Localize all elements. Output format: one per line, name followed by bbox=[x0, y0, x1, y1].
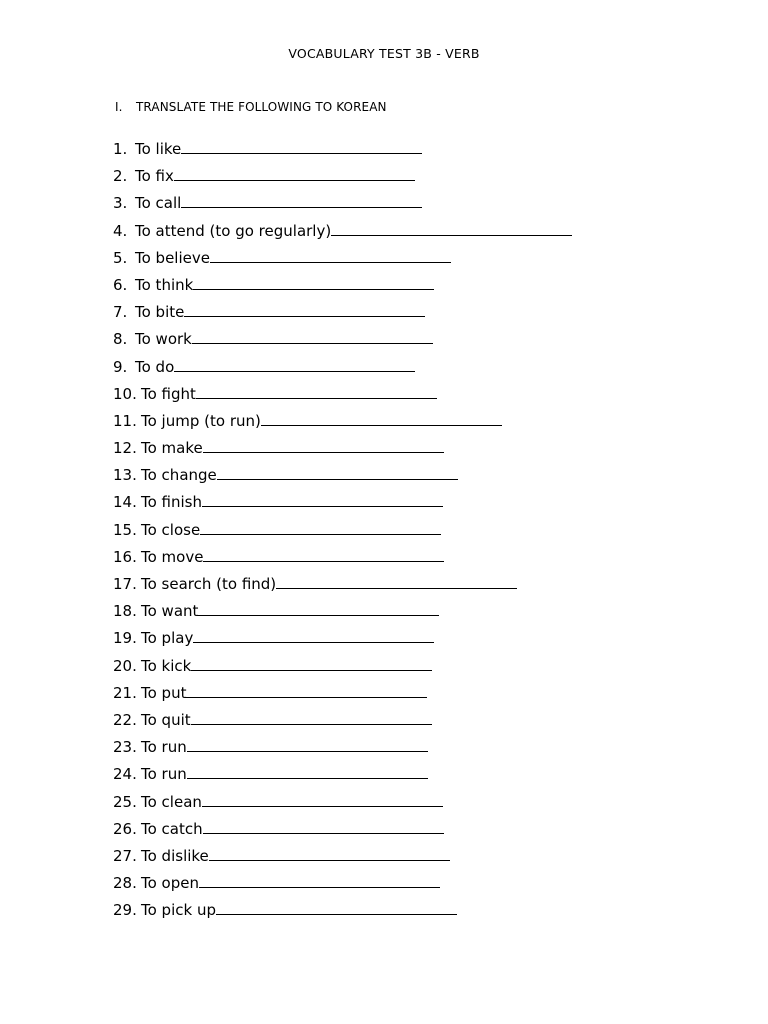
answer-blank-line[interactable] bbox=[196, 397, 437, 399]
item-number: 13. bbox=[113, 466, 137, 485]
item-number: 27. bbox=[113, 846, 137, 865]
list-item bbox=[113, 247, 572, 274]
item-text: To work bbox=[135, 330, 192, 349]
item-text: To put bbox=[141, 683, 187, 702]
item-text: To call bbox=[135, 194, 182, 213]
item-number: 10. bbox=[113, 384, 137, 403]
item-number: 19. bbox=[113, 629, 137, 648]
list-item bbox=[113, 682, 572, 709]
answer-blank-line[interactable] bbox=[199, 886, 440, 888]
list-item bbox=[113, 301, 572, 328]
list-item bbox=[113, 763, 572, 790]
item-text: To fix bbox=[135, 167, 174, 186]
item-text: To dislike bbox=[141, 846, 209, 865]
item-text: To like bbox=[135, 140, 182, 158]
list-item bbox=[113, 192, 572, 219]
list-item bbox=[113, 410, 572, 437]
section-instruction: TRANSLATE THE FOLLOWING TO KOREAN bbox=[136, 100, 387, 114]
answer-blank-line[interactable] bbox=[261, 424, 502, 426]
list-item bbox=[113, 464, 572, 491]
item-text: To fight bbox=[141, 384, 196, 403]
item-number: 15. bbox=[113, 520, 137, 539]
list-item bbox=[113, 736, 572, 763]
list-item bbox=[113, 600, 572, 627]
list-item bbox=[113, 791, 572, 818]
list-item bbox=[113, 899, 572, 926]
list-item bbox=[113, 519, 572, 546]
item-number: 28. bbox=[113, 874, 137, 893]
item-text: To close bbox=[141, 520, 201, 539]
answer-blank-line[interactable] bbox=[191, 669, 432, 671]
item-text: To run bbox=[141, 765, 187, 784]
item-number: 16. bbox=[113, 547, 137, 566]
answer-blank-line[interactable] bbox=[187, 777, 428, 779]
item-number: 2. bbox=[113, 167, 128, 186]
item-text: To bite bbox=[135, 303, 185, 322]
item-number: 4. bbox=[113, 221, 128, 240]
item-text: To do bbox=[135, 357, 175, 376]
item-text: To clean bbox=[141, 792, 202, 811]
item-number: 18. bbox=[113, 602, 137, 621]
answer-blank-line[interactable] bbox=[181, 152, 422, 154]
item-text: To run bbox=[141, 738, 187, 757]
item-text: To finish bbox=[141, 493, 203, 512]
item-text: To pick up bbox=[141, 901, 216, 920]
answer-blank-line[interactable] bbox=[331, 234, 572, 236]
answer-blank-line[interactable] bbox=[198, 614, 439, 616]
item-number: 25. bbox=[113, 792, 137, 811]
answer-blank-line[interactable] bbox=[202, 805, 443, 807]
item-text: To catch bbox=[141, 819, 203, 838]
answer-blank-line[interactable] bbox=[192, 342, 433, 344]
item-text: To move bbox=[141, 547, 204, 566]
item-text: To believe bbox=[135, 248, 210, 267]
answer-blank-line[interactable] bbox=[193, 641, 434, 643]
list-item bbox=[113, 573, 572, 600]
item-text: To search (to find) bbox=[141, 575, 277, 593]
item-text: To kick bbox=[141, 656, 192, 675]
item-number: 7. bbox=[113, 303, 128, 322]
list-item bbox=[113, 138, 572, 165]
list-item bbox=[113, 546, 572, 573]
answer-blank-line[interactable] bbox=[276, 587, 517, 589]
answer-blank-line[interactable] bbox=[174, 179, 415, 181]
answer-blank-line[interactable] bbox=[203, 832, 444, 834]
answer-blank-line[interactable] bbox=[200, 533, 441, 535]
item-number: 23. bbox=[113, 738, 137, 757]
answer-blank-line[interactable] bbox=[174, 370, 415, 372]
list-item bbox=[113, 655, 572, 682]
item-text: To play bbox=[141, 629, 194, 648]
answer-blank-line[interactable] bbox=[210, 261, 451, 263]
answer-blank-line[interactable] bbox=[202, 505, 443, 507]
list-item bbox=[113, 818, 572, 845]
item-number: 22. bbox=[113, 710, 137, 729]
answer-blank-line[interactable] bbox=[217, 478, 458, 480]
item-text: To want bbox=[141, 602, 199, 621]
answer-blank-line[interactable] bbox=[186, 696, 427, 698]
item-number: 6. bbox=[113, 275, 128, 294]
item-text: To jump (to run) bbox=[141, 411, 261, 430]
answer-blank-line[interactable] bbox=[187, 750, 428, 752]
list-item bbox=[113, 437, 572, 464]
vocabulary-list bbox=[113, 138, 572, 926]
section-heading bbox=[115, 100, 387, 114]
list-item bbox=[113, 709, 572, 736]
item-number: 1. bbox=[113, 140, 128, 158]
item-number: 29. bbox=[113, 901, 137, 920]
list-item bbox=[113, 165, 572, 192]
answer-blank-line[interactable] bbox=[203, 560, 444, 562]
item-number: 20. bbox=[113, 656, 137, 675]
list-item bbox=[113, 356, 572, 383]
item-number: 12. bbox=[113, 439, 137, 458]
item-text: To open bbox=[141, 874, 199, 893]
item-text: To think bbox=[135, 275, 194, 294]
answer-blank-line[interactable] bbox=[191, 723, 432, 725]
item-number: 3. bbox=[113, 194, 128, 213]
list-item bbox=[113, 845, 572, 872]
item-text: To quit bbox=[141, 710, 191, 729]
list-item bbox=[113, 383, 572, 410]
answer-blank-line[interactable] bbox=[181, 206, 422, 208]
item-number: 24. bbox=[113, 765, 137, 784]
item-number: 9. bbox=[113, 357, 128, 376]
list-item bbox=[113, 627, 572, 654]
list-item bbox=[113, 274, 572, 301]
list-item bbox=[113, 491, 572, 518]
section-number: I. bbox=[115, 100, 123, 114]
item-number: 8. bbox=[113, 330, 128, 349]
item-number: 17. bbox=[113, 575, 137, 593]
answer-blank-line[interactable] bbox=[209, 859, 450, 861]
answer-blank-line[interactable] bbox=[193, 288, 434, 290]
page-title: VOCABULARY TEST 3B - VERB bbox=[288, 46, 480, 61]
item-text: To make bbox=[141, 439, 203, 458]
item-number: 11. bbox=[113, 411, 137, 430]
item-number: 5. bbox=[113, 248, 128, 267]
list-item bbox=[113, 872, 572, 899]
answer-blank-line[interactable] bbox=[216, 913, 457, 915]
answer-blank-line[interactable] bbox=[203, 451, 444, 453]
item-text: To change bbox=[141, 466, 217, 485]
item-text: To attend (to go regularly) bbox=[135, 221, 332, 240]
item-number: 26. bbox=[113, 819, 137, 838]
item-number: 21. bbox=[113, 683, 137, 702]
item-number: 14. bbox=[113, 493, 137, 512]
list-item bbox=[113, 328, 572, 355]
list-item bbox=[113, 220, 572, 247]
answer-blank-line[interactable] bbox=[184, 315, 425, 317]
